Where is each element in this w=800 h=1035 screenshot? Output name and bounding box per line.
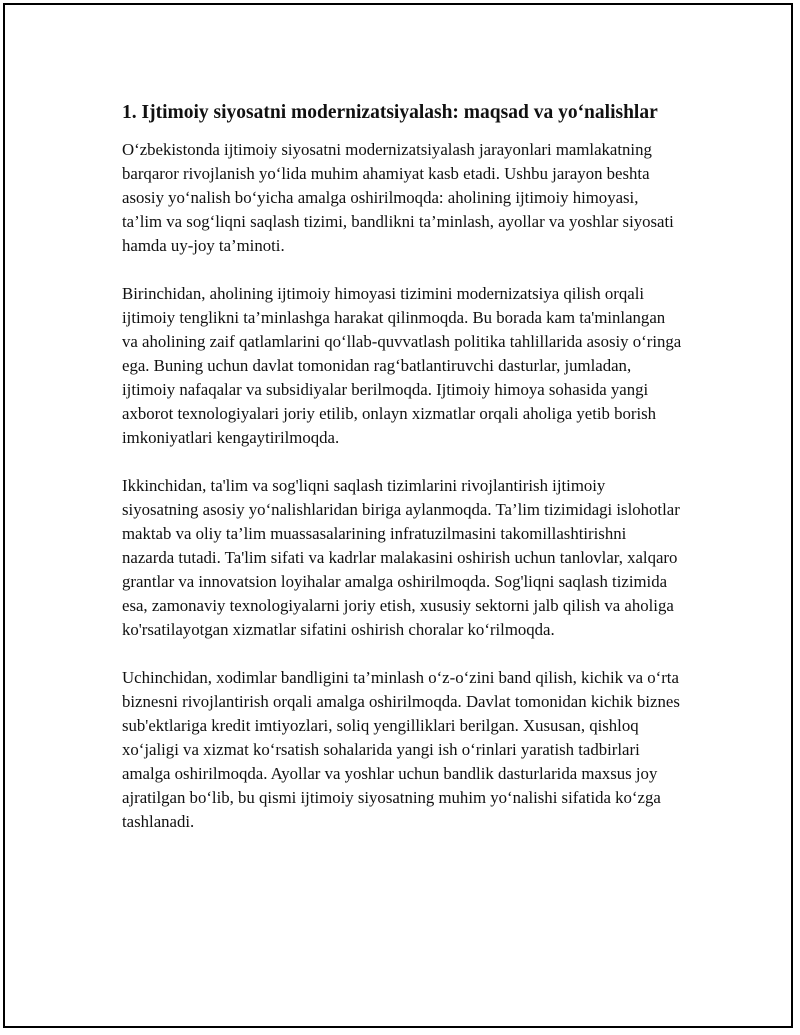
paragraph-third: Uchinchidan, xodimlar bandligini ta’minlash o‘z-o‘zini band qilish, kichik va o‘rta biznesni rivojlantirish orqali amalga oshirilmoqda. Davlat tomonidan kichik biznes sub'ektlariga kredit imtiyozlari, soliq yengilliklari berilgan. Xususan, qishloq xo‘jaligi va xizmat ko‘rsatish sohalarida yangi ish o‘rinlari yaratish tadbirlari amalga oshirilmoqda. Ayollar va yoshlar uchun bandlik dasturlarida maxsus joy ajratilgan bo‘lib, bu qismi ijtimoiy siyosatning muhim yo‘nalishi sifatida ko‘zga tashlanadi.: [122, 668, 680, 831]
section-heading: 1. Ijtimoiy siyosatni modernizatsiyalash: maqsad va yo‘nalishlar: [122, 102, 658, 123]
paragraph-first: Birinchidan, aholining ijtimoiy himoyasi tizimini modernizatsiya qilish orqali ijtimoiy tenglikni ta’minlashga harakat qilinmoqda. Bu borada kam ta'minlangan va aholining zaif qatlamlarini qo‘llab-quvvatlash politika tahlillarida asosiy o‘ringa ega. Buning uchun davlat tomonidan rag‘batlantiruvchi dasturlar, jumladan, ijtimoiy nafaqalar va subsidiyalar berilmoqda. Ijtimoiy himoya sohasida yangi axborot texnologiyalari joriy etilib, onlayn xizmatlar orqali aholiga yetib borish imkoniyatlari kengaytirilmoqda.: [122, 284, 682, 447]
paragraph-intro: O‘zbekistonda ijtimoiy siyosatni modernizatsiyalash jarayonlari mamlakatning barqaror rivojlanish yo‘lida muhim ahamiyat kasb etadi. Ushbu jarayon beshta asosiy yo‘nalish bo‘yicha amalga oshirilmoqda: aholining ijtimoiy himoyasi, ta’lim va sog‘liqni saqlash tizimi, bandlikni ta’minlash, ayollar va yoshlar siyosati hamda uy-joy ta’minoti.: [122, 140, 674, 255]
document-body: [122, 99, 682, 858]
page-frame: [3, 3, 793, 1028]
paragraph-second: Ikkinchidan, ta'lim va sog'liqni saqlash tizimlarini rivojlantirish ijtimoiy siyosatning asosiy yo‘nalishlaridan biriga aylanmoqda. Ta’lim tizimidagi islohotlar maktab va oliy ta’lim muassasalarining infratuzilmasini takomillashtirishni nazarda tutadi. Ta'lim sifati va kadrlar malakasini oshirish uchun tanlovlar, xalqaro grantlar va innovatsion loyihalar amalga oshirilmoqda. Sog'liqni saqlash tizimida esa, zamonaviy texnologiyalarni joriy etish, xususiy sektorni jalb qilish va aholiga ko'rsatilayotgan xizmatlar sifatini oshirish choralar ko‘rilmoqda.: [122, 476, 680, 639]
